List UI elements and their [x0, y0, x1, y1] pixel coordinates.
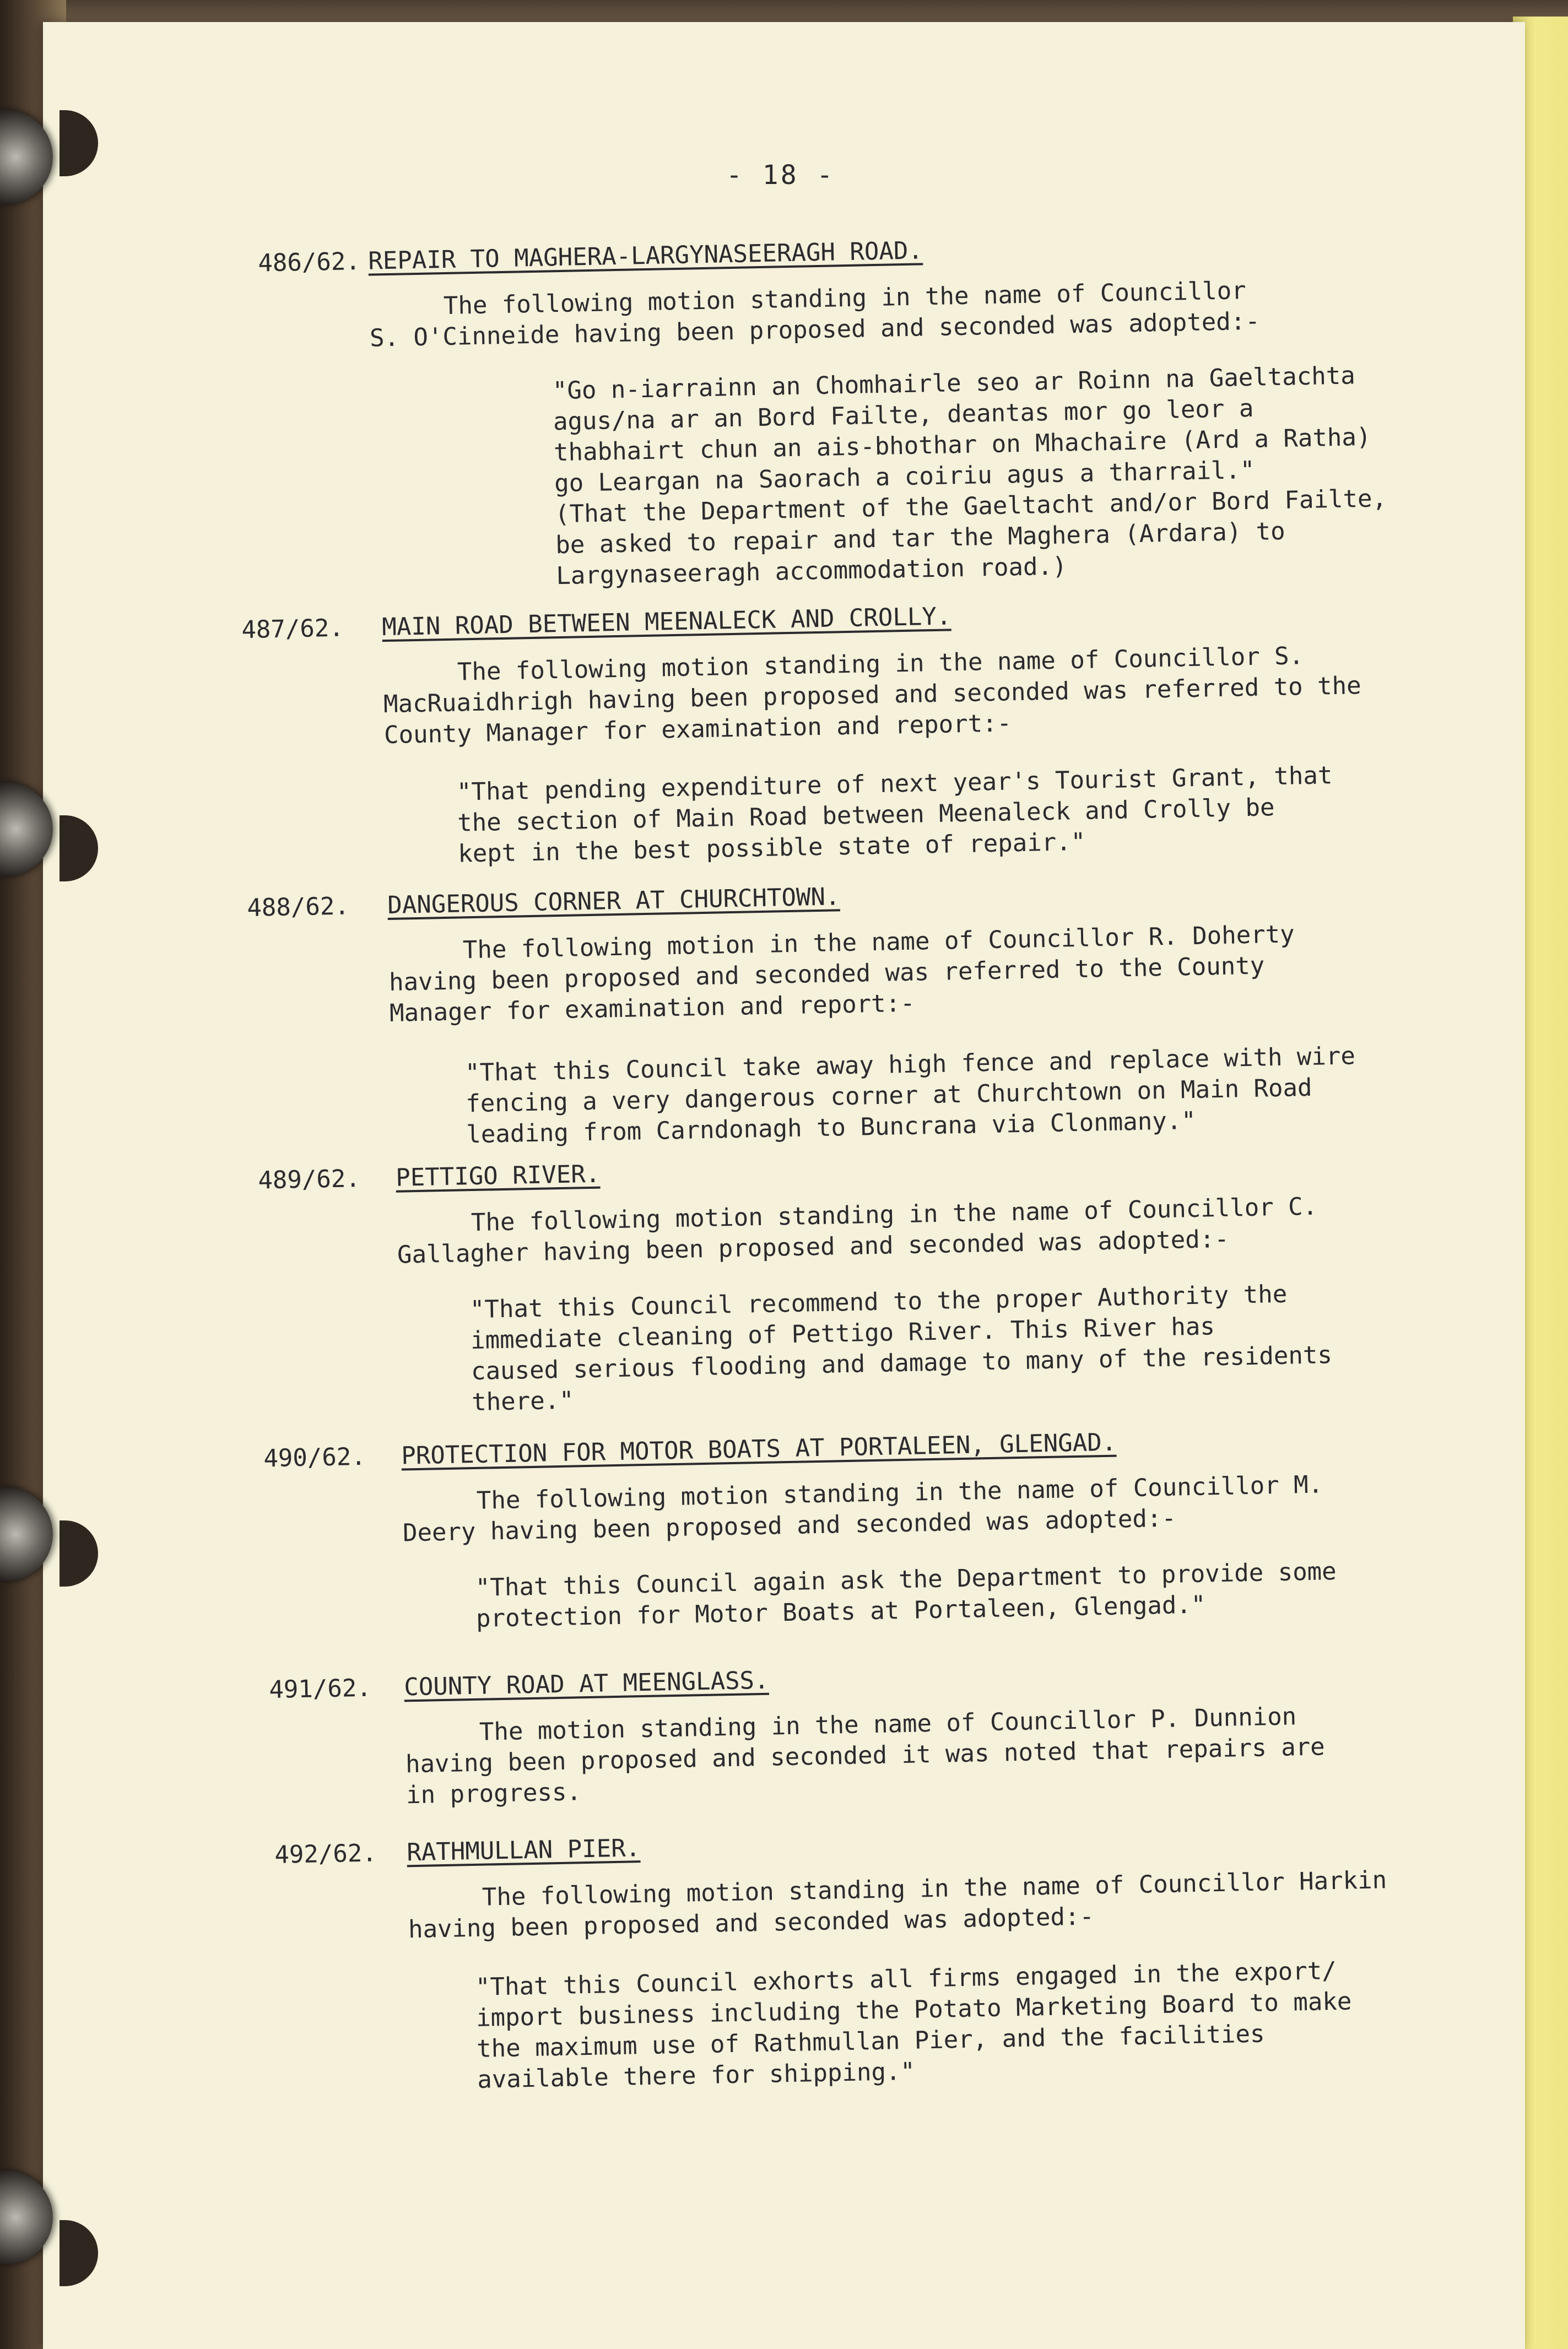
minute-item — [43, 225, 1525, 591]
minute-heading: REPAIR TO MAGHERA-LARGYNASEERAGH ROAD. — [367, 236, 923, 275]
punch-hole — [60, 2220, 98, 2286]
page-number: - 18 - — [726, 160, 835, 191]
minute-body: The motion standing in the name of Councillor P. Dunnion having been proposed and seconded it was noted that repairs are in progress. — [405, 1702, 1326, 1810]
minute-number: 487/62. — [241, 614, 344, 645]
minute-number: 486/62. — [257, 247, 361, 278]
minute-number: 492/62. — [274, 1839, 377, 1869]
minute-item — [43, 1817, 1525, 2094]
minute-number: 491/62. — [268, 1674, 372, 1704]
minute-heading: DANGEROUS CORNER AT CHURCHTOWN. — [387, 883, 840, 919]
minute-number: 489/62. — [257, 1164, 361, 1195]
minute-body: The following motion standing in the name of Councillor M. Deery having been proposed and seconded was adopted:- — [402, 1470, 1323, 1547]
minute-item — [43, 591, 1525, 868]
minute-heading: COUNTY ROAD AT MEENGLASS. — [403, 1666, 770, 1702]
minute-item — [43, 1420, 1525, 1633]
minute-number: 488/62. — [246, 892, 350, 922]
minute-body: The following motion in the name of Councillor R. Doherty having been proposed and seconded was referred to the County Manager for examination and report:- — [388, 920, 1295, 1027]
minute-heading: MAIN ROAD BETWEEN MEENALECK AND CROLLY. — [381, 602, 951, 642]
minute-heading: PROTECTION FOR MOTOR BOATS AT PORTALEEN, GLENGAD. — [401, 1428, 1117, 1470]
minute-body: The following motion standing in the name of Councillor S. O'Cinneide having been proposed and seconded was adopted:- — [369, 277, 1261, 353]
motion-quote: "Go n-iarrainn an Chomhairle seo ar Roinn na Gaeltachta agus/na ar an Bord Failte, deantas mor go leor a thabhairt chun an ais-bhothar on Mhachaire (Ard a Ratha) go Leargan na Saorach a coiriu agus a tharrail." (That the Department of the Gaeltacht and/or Bord Failte, be asked to repair and tar the Maghera (Ardara) to Largynaseeragh accommodation road.) — [552, 361, 1387, 591]
binder-top-edge — [0, 0, 1568, 24]
motion-quote: "That this Council take away high fence and replace with wire fencing a very dangerous corner at Churchtown on Main Road leading from Carndonagh to Buncrana via Clonmany." — [464, 1042, 1356, 1149]
minute-item — [43, 1142, 1525, 1417]
punch-hole — [60, 815, 98, 881]
minute-body: The following motion standing in the name of Councillor Harkin having been proposed and seconded was adopted:- — [408, 1866, 1387, 1944]
minute-body: The following motion standing in the name of Councillor C. Gallagher having been proposed and seconded was adopted:- — [397, 1192, 1318, 1269]
motion-quote: "That this Council again ask the Department to provide some protection for Motor Boats at Portaleen, Glengad." — [475, 1557, 1337, 1633]
motion-quote: "That this Council exhorts all firms engaged in the export/ import business including the Potato Marketing Board to make the maximum use of Rathmullan Pier, and the facilities available there for shipping." — [475, 1956, 1352, 2094]
minute-body: The following motion standing in the name of Councillor S. MacRuaidhrigh having been proposed and seconded was referred to the County Manager for examination and report:- — [383, 642, 1362, 750]
motion-quote: "That pending expenditure of next year's Tourist Grant, that the section of Main Road between Meenaleck and Crolly be kept in the best possible state of repair." — [456, 761, 1333, 868]
minute-number: 490/62. — [263, 1442, 366, 1473]
punch-hole — [60, 110, 98, 176]
minute-heading: RATHMULLAN PIER. — [406, 1834, 641, 1867]
minute-heading: PETTIGO RIVER. — [395, 1160, 601, 1192]
minute-item — [43, 1652, 1525, 1810]
document-page — [43, 22, 1525, 2349]
punch-hole — [60, 1520, 98, 1587]
minute-item — [43, 869, 1525, 1149]
motion-quote: "That this Council recommend to the proper Authority the immediate cleaning of Pettigo River. This River has caused serious flooding and damage to many of the residents there." — [469, 1280, 1333, 1417]
